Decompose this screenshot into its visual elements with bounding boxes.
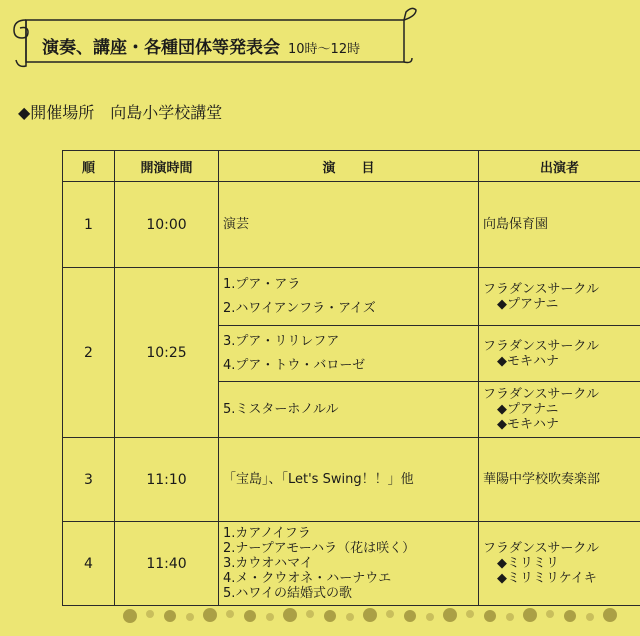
row-number: 2: [63, 268, 115, 438]
table-row: [63, 522, 640, 606]
program-cell: [219, 382, 479, 438]
performer-cell: [479, 438, 640, 522]
performer-cell: [479, 522, 640, 606]
program-cell: [219, 522, 479, 606]
program-item: 4.メ・クウオネ・ハーナウエ: [223, 571, 392, 586]
program-item: 3.カウオハマイ: [223, 556, 313, 571]
performer-group: ◆モキハナ: [497, 353, 559, 369]
program-cell: [219, 268, 479, 326]
performer-group: ◆プアナニ: [497, 296, 559, 312]
title-text: 演奏、講座・各種団体等発表会: [42, 38, 280, 58]
floral-border-icon: [110, 600, 630, 630]
table-header-row: [63, 151, 640, 182]
row-number: 4: [63, 522, 115, 606]
table-row: [63, 182, 640, 268]
performer-group: ◆ミリミリ: [497, 556, 559, 571]
performer-cell: [479, 382, 640, 438]
performer-name: フラダンスサークル: [483, 541, 599, 556]
table-row: [63, 438, 640, 522]
performer-cell: [479, 326, 640, 382]
program-cell: [219, 326, 479, 382]
title-time: 10時～12時: [288, 42, 361, 57]
performer-group: ◆モキハナ: [497, 417, 559, 432]
header-program: 演 目: [219, 151, 479, 182]
row-number: 1: [63, 182, 115, 268]
performer-name: 向島保育園: [483, 216, 549, 232]
performer-name: フラダンスサークル: [483, 281, 599, 297]
program-item: 5.ハワイの結婚式の歌: [223, 586, 353, 601]
program-item: 2.ナープアモーハラ（花は咲く）: [223, 541, 416, 556]
row-time: 11:40: [115, 522, 219, 606]
header-order: 順: [63, 151, 115, 182]
venue-line: ◆開催場所 向島小学校講堂: [18, 103, 223, 122]
performer-cell: [479, 268, 640, 326]
header-performers: 出演者: [479, 151, 640, 182]
program-item: 「宝島」、「Let's Swing！！」他: [223, 471, 414, 487]
program-table: [62, 150, 640, 606]
performer-name: フラダンスサークル: [483, 387, 599, 402]
table-row: [63, 268, 640, 326]
row-time: 10:25: [115, 268, 219, 438]
header-start-time: 開演時間: [115, 151, 219, 182]
page-title: [42, 33, 360, 58]
program-cell: [219, 438, 479, 522]
program-cell: [219, 182, 479, 268]
program-item: 演芸: [223, 216, 250, 232]
title-scroll-banner: [8, 6, 420, 68]
program-item: 3.プア・リリレフア: [223, 333, 340, 349]
program-item: 2.ハワイアンフラ・アイズ: [223, 300, 376, 316]
row-time: 10:00: [115, 182, 219, 268]
performer-group: ◆プアナニ: [497, 402, 559, 417]
performer-name: フラダンスサークル: [483, 338, 599, 354]
program-item: 1.プア・アラ: [223, 276, 301, 292]
program-item: 4.プア・トウ・バローゼ: [223, 357, 366, 373]
row-number: 3: [63, 438, 115, 522]
program-item: 1.カアノイフラ: [223, 526, 311, 541]
performer-cell: [479, 182, 640, 268]
program-item: 5.ミスターホノルル: [223, 401, 339, 417]
performer-name: 華陽中学校吹奏楽部: [483, 471, 601, 487]
performer-group: ◆ミリミリケイキ: [497, 571, 597, 586]
row-time: 11:10: [115, 438, 219, 522]
